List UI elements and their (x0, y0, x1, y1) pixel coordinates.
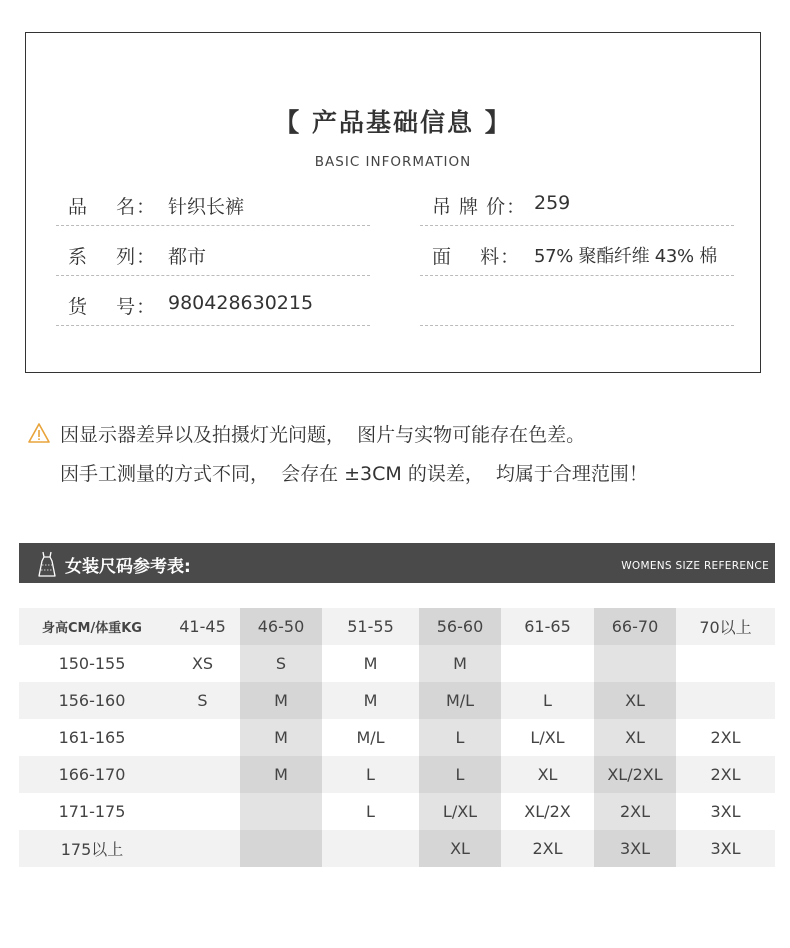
table-row (19, 756, 775, 793)
size-cell: 2XL (594, 793, 676, 830)
weight-header: 66-70 (594, 608, 676, 645)
size-cell: XL/2XL (594, 756, 676, 793)
item-number-label: 货 号： (68, 296, 157, 318)
fabric-value: 57% 聚酯纤维 43% 棉 (534, 246, 717, 267)
table-row (19, 645, 775, 682)
size-table-header-row (19, 608, 775, 645)
info-row-tag-price (420, 178, 734, 226)
series-label: 系 列： (68, 246, 157, 268)
size-cell (676, 645, 775, 682)
size-cell: L (419, 756, 501, 793)
series-value: 都市 (168, 246, 207, 268)
size-cell: XL (594, 719, 676, 756)
info-row-name (56, 178, 370, 226)
basic-info-panel (25, 32, 761, 373)
weight-header: 70以上 (676, 608, 775, 645)
size-cell: XL (594, 682, 676, 719)
size-cell: M (240, 719, 322, 756)
weight-header: 41-45 (165, 608, 240, 645)
info-row-series (56, 228, 370, 276)
weight-header: 56-60 (419, 608, 501, 645)
table-row (19, 830, 775, 867)
name-label: 品 名： (68, 196, 157, 218)
size-cell: XL (501, 756, 594, 793)
size-table-corner: 身高CM/体重KG (19, 608, 165, 645)
height-label: 171-175 (19, 793, 165, 830)
basic-info-title: 【 产品基础信息 】 (274, 108, 512, 137)
size-cell: L (419, 719, 501, 756)
size-cell (240, 793, 322, 830)
size-cell: 2XL (676, 756, 775, 793)
height-label: 150-155 (19, 645, 165, 682)
size-cell: 3XL (676, 793, 775, 830)
height-label: 166-170 (19, 756, 165, 793)
size-chart-title: 女装尺码参考表: (65, 557, 191, 577)
size-cell (501, 645, 594, 682)
size-cell: L (322, 793, 419, 830)
size-cell: M/L (419, 682, 501, 719)
fabric-label: 面 料： (432, 246, 521, 268)
weight-header: 61-65 (501, 608, 594, 645)
size-cell: XS (165, 645, 240, 682)
weight-header: 46-50 (240, 608, 322, 645)
height-label: 175以上 (19, 830, 165, 867)
table-row (19, 719, 775, 756)
tag-price-label: 吊 牌 价： (432, 196, 527, 218)
tag-price-value: 259 (534, 192, 571, 214)
size-cell (322, 830, 419, 867)
basic-info-subtitle: BASIC INFORMATION (314, 154, 472, 170)
warning-triangle-icon (28, 422, 50, 444)
disclaimer-line-1: 因显示器差异以及拍摄灯光问题， 图片与实物可能存在色差。 (60, 424, 586, 446)
info-row-item-number (56, 278, 370, 326)
size-cell (165, 793, 240, 830)
size-cell: S (240, 645, 322, 682)
size-cell: 3XL (594, 830, 676, 867)
size-cell: XL (419, 830, 501, 867)
table-row (19, 793, 775, 830)
size-chart-header (19, 543, 775, 583)
name-value: 针织长裤 (168, 196, 245, 218)
size-cell (594, 645, 676, 682)
height-label: 156-160 (19, 682, 165, 719)
item-number-value: 980428630215 (168, 292, 314, 314)
size-cell: S (165, 682, 240, 719)
size-cell: L/XL (501, 719, 594, 756)
size-cell (676, 682, 775, 719)
size-cell (165, 830, 240, 867)
size-cell: M (419, 645, 501, 682)
size-cell: L (501, 682, 594, 719)
size-cell: M (240, 682, 322, 719)
size-cell: M (322, 682, 419, 719)
size-cell: L/XL (419, 793, 501, 830)
weight-header: 51-55 (322, 608, 419, 645)
height-label: 161-165 (19, 719, 165, 756)
dress-icon (37, 551, 57, 577)
size-cell: 2XL (676, 719, 775, 756)
size-chart-subtitle: WOMENS SIZE REFERENCE (621, 560, 769, 572)
size-cell: M (240, 756, 322, 793)
size-cell: XL/2X (501, 793, 594, 830)
size-cell: M/L (322, 719, 419, 756)
info-row-empty (420, 278, 734, 326)
size-cell: 2XL (501, 830, 594, 867)
size-cell (240, 830, 322, 867)
size-cell: 3XL (676, 830, 775, 867)
size-cell: M (322, 645, 419, 682)
disclaimer-line-2: 因手工测量的方式不同， 会存在 ±3CM 的误差， 均属于合理范围！ (60, 463, 648, 485)
table-row (19, 682, 775, 719)
size-cell (165, 756, 240, 793)
size-cell (165, 719, 240, 756)
size-cell: L (322, 756, 419, 793)
info-row-fabric (420, 228, 734, 276)
size-table (19, 608, 775, 867)
